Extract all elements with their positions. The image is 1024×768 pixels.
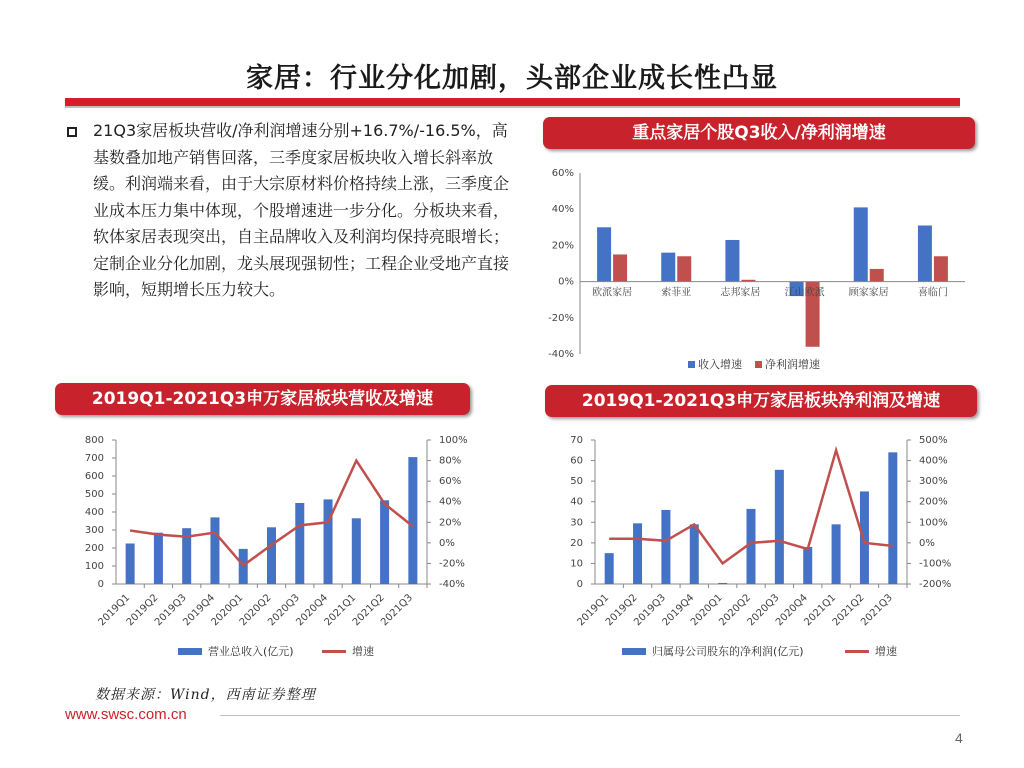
y-right-tick-label: 0% [439,537,455,549]
y-right-tick-label: 400% [919,455,948,467]
y-left-tick-label: 600 [84,471,104,482]
chart2-title-banner: 2019Q1-2021Q3申万家居板块营收及增速 [55,383,470,415]
x-tick-label: 江山欧派 [784,287,825,299]
bar-revenue [854,207,868,281]
y-tick-label: -40% [548,349,574,360]
legend-label-line: 增速 [352,645,374,658]
x-tick-label: 2020Q3 [266,592,302,629]
y-right-tick-label: -40% [439,579,465,590]
legend-swatch-profit [755,361,762,368]
title-underline [65,98,960,106]
bar-profit [934,256,948,281]
y-left-tick-label: 700 [84,453,104,464]
bar-revenue [918,225,932,281]
x-tick-label: 2021Q1 [802,592,839,629]
y-right-tick-label: 0% [919,537,935,549]
x-tick-label: 2020Q4 [774,592,810,629]
x-tick-label: 2020Q2 [717,592,754,629]
y-right-tick-label: -100% [919,558,952,570]
x-tick-label: 2020Q2 [237,592,274,629]
x-tick-label: 喜临门 [917,287,948,299]
stock-growth-chart [520,155,980,380]
chart3-title-banner: 2019Q1-2021Q3申万家居板块净利润及增速 [545,385,977,417]
bar-value [295,503,304,584]
x-tick-label: 2019Q2 [124,592,161,629]
x-tick-label: 顾家家居 [848,287,889,299]
x-tick-label: 欧派家居 [592,287,633,299]
bar-value [267,527,276,584]
y-left-tick-label: 400 [84,507,104,518]
y-tick-label: -20% [548,312,574,324]
y-tick-label: 0% [558,276,574,288]
legend-label-profit: 净利润增速 [765,358,820,371]
legend-label-line: 增速 [875,645,897,658]
bar-revenue [661,253,675,282]
bar-profit [870,269,884,282]
x-tick-label: 索菲亚 [661,287,692,299]
bar-value [718,583,727,584]
x-tick-label: 2020Q1 [209,592,246,629]
legend-label-revenue: 收入增速 [698,358,742,371]
y-right-tick-label: 100% [919,517,948,529]
bar-value [860,491,869,584]
footer-divider [220,715,960,716]
y-tick-label: 20% [551,240,574,252]
data-source-note: 数据来源：Wind，西南证券整理 [95,687,316,703]
x-tick-label: 2020Q1 [688,592,725,629]
x-tick-label: 2020Q3 [745,592,782,629]
y-left-tick-label: 30 [570,517,583,529]
bar-value [380,500,389,584]
bar-value [832,524,841,584]
x-tick-label: 2019Q2 [603,592,640,629]
x-tick-label: 2019Q1 [575,592,612,629]
legend-swatch-bar [622,648,646,655]
bar-value [803,547,812,584]
chart1-title-banner: 重点家居个股Q3收入/净利润增速 [543,117,975,149]
bar-value [633,523,642,584]
y-right-tick-label: 300% [919,476,948,488]
x-tick-label: 2021Q3 [859,592,895,629]
y-left-tick-label: 200 [84,543,104,554]
title-underline-shadow [65,106,960,108]
y-left-tick-label: 300 [84,525,104,536]
y-right-tick-label: 80% [439,455,462,467]
y-left-tick-label: 50 [570,476,583,488]
bar-value [661,510,670,584]
x-tick-label: 2019Q3 [632,592,669,629]
summary-paragraph: 21Q3家居板块营收/净利润增速分别+16.7%/-16.5%，高基数叠加地产销售回落，三季度家居板块收入增长斜率放缓。利润端来看，由于大宗原材料价格持续上涨，三季度企业成本压力集中体现，个股增速进一步分化。分板块来看，软体家居表现突出，自主品牌收入及利润均保持亮眼增长；定制企业分化加剧，龙头展现强韧性；工程企业受地产直接影响，短期增长压力较大。 [93,121,510,299]
x-tick-label: 2020Q4 [294,592,331,629]
y-left-tick-label: 40 [570,496,583,508]
bar-value [126,544,135,585]
x-tick-label: 2021Q2 [350,592,387,629]
y-left-tick-label: 800 [84,435,104,446]
page-title: 家居：行业分化加剧，头部企业成长性凸显 [246,63,778,94]
bar-value [154,533,163,584]
legend-label-bar: 归属母公司股东的净利润(亿元) [652,645,804,658]
x-tick-label: 2019Q3 [152,592,189,629]
bullet-square-icon [67,127,77,137]
bar-value [408,457,417,584]
net-profit-chart [540,425,980,675]
y-left-tick-label: 0 [576,579,583,590]
bar-value [324,499,333,584]
legend-swatch-revenue [688,361,695,368]
y-left-tick-label: 500 [84,489,104,500]
x-tick-label: 志邦家居 [720,287,761,299]
bar-revenue [725,240,739,282]
bar-profit [677,256,691,281]
y-right-tick-label: 40% [439,496,462,508]
website-link[interactable]: www.swsc.com.cn [65,706,187,723]
y-right-tick-label: 60% [439,476,462,488]
bar-value [605,553,614,584]
y-right-tick-label: -20% [439,558,465,570]
revenue-chart [60,425,480,675]
x-tick-label: 2019Q4 [181,592,218,629]
y-right-tick-label: 100% [439,435,468,446]
bar-value [775,470,784,584]
x-tick-label: 2019Q4 [660,592,697,629]
bar-value [352,518,361,584]
y-left-tick-label: 100 [84,561,104,572]
y-right-tick-label: 200% [919,496,948,508]
bar-revenue [597,227,611,281]
bar-profit [613,254,627,281]
y-right-tick-label: -200% [919,579,952,590]
bar-value [690,524,699,584]
x-tick-label: 2021Q3 [379,592,415,629]
x-tick-label: 2021Q2 [830,592,867,629]
bar-value [210,517,219,584]
y-left-tick-label: 20 [570,537,583,549]
legend-swatch-bar [178,648,202,655]
y-right-tick-label: 500% [919,435,948,446]
y-right-tick-label: 20% [439,517,462,529]
bar-value [888,452,897,584]
y-left-tick-label: 60 [570,455,583,467]
y-left-tick-label: 10 [570,558,583,570]
x-tick-label: 2019Q1 [96,592,133,629]
x-tick-label: 2021Q1 [322,592,359,629]
legend-label-bar: 营业总收入(亿元) [208,645,294,658]
y-left-tick-label: 70 [570,435,583,446]
y-left-tick-label: 0 [97,579,104,590]
page-number: 4 [955,730,963,746]
y-tick-label: 60% [551,168,574,179]
y-tick-label: 40% [551,204,574,216]
